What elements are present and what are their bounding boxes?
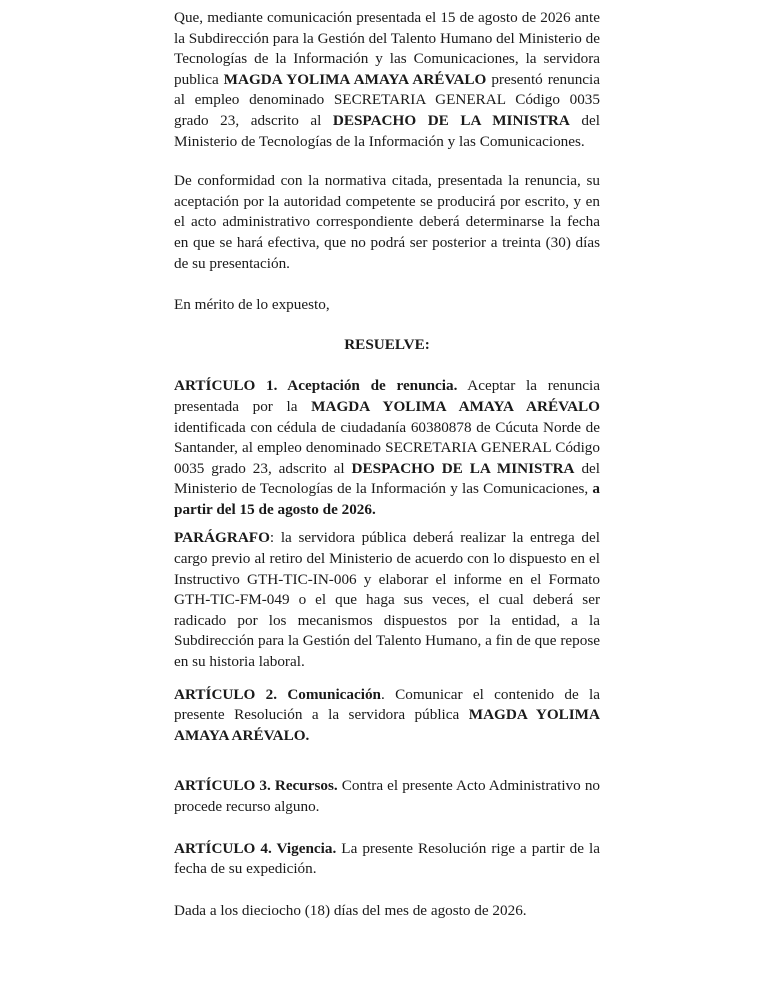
article-1-heading: ARTÍCULO 1. Aceptación de renuncia. (174, 377, 458, 395)
article-3-heading: ARTÍCULO 3. Recursos. (174, 777, 338, 795)
normativa-paragraph: De conformidad con la normativa citada, presentada la renuncia, su aceptación por la autoridad competente se producirá por escrito, y en el acto administrativo correspondiente deberá determinarse la fecha en que se hará efectiva, que no podrá ser posterior a treinta (30) días de su presentación. (174, 172, 600, 272)
article-2 (174, 685, 600, 747)
text-segment: La presente Resolución rige a partir de la fecha de su expedición. (174, 839, 600, 878)
text-segment: Aceptar la renuncia presentada por la (174, 377, 600, 415)
merito-paragraph: En mérito de lo expuesto, (174, 296, 330, 314)
resuelve-heading (174, 335, 600, 356)
paragrafo-text: : la servidora pública deberá realizar la entrega del cargo previo al retiro del Ministerio de acuerdo con lo dispuesto en el Instructivo GTH-TIC-IN-006 y elaborar el informe en el Formato GTH-TIC-FM-049 o el que haga sus veces, el cual deberá ser radicado por los mecanismos dispuestos por la entidad, a la Subdirección para la Gestión del Talento Humano, a fin de que repose en su historia laboral. (174, 529, 600, 671)
article-4-heading: ARTÍCULO 4. Vigencia. (174, 839, 337, 857)
employee-name: MAGDA YOLIMA AMAYA ARÉVALO (223, 70, 487, 88)
text-segment: identificada con cédula de ciudadanía 60380878 de Cúcuta Norde de Santander, al empleo denominado SECRETARIA GENERAL Código 0035 grado 23, adscrito al (174, 418, 600, 477)
office-name: DESPACHO DE LA MINISTRA (332, 111, 570, 129)
employee-name: MAGDA YOLIMA AMAYA ARÉVALO. (174, 706, 600, 744)
text-segment: Que, mediante comunicación presentada el 15 de agosto de 2026 ante la Subdirección para la Gestión del Talento Humano del Ministerio de Tecnologías de la Información y las Comunicaciones, la servidora publica (174, 9, 600, 88)
paragrafo (174, 528, 600, 672)
effective-date: a partir del 15 de agosto de 2026. (174, 480, 600, 518)
office-name: DESPACHO DE LA MINISTRA (351, 459, 575, 477)
resuelve-label: RESUELVE: (344, 335, 430, 353)
text-segment: Contra el presente Acto Administrativo no procede recurso alguno. (174, 777, 601, 815)
text-segment: del Ministerio de Tecnologías de la Información y las Comunicaciones, (174, 459, 600, 498)
article-4 (174, 839, 600, 880)
document-page (174, 8, 600, 921)
article-1 (174, 376, 600, 520)
article-3 (174, 776, 600, 817)
text-segment: del Ministerio de Tecnologías de la Información y las Comunicaciones. (174, 111, 600, 150)
dada-line: Dada a los dieciocho (18) días del mes de agosto de 2026. (174, 901, 527, 919)
article-2-heading: ARTÍCULO 2. Comunicación (174, 685, 381, 703)
employee-name: MAGDA YOLIMA AMAYA ARÉVALO (311, 397, 600, 415)
paragrafo-heading: PARÁGRAFO (174, 529, 270, 547)
text-segment: presentó renuncia al empleo denominado SECRETARIA GENERAL Código 0035 grado 23, adscrito al (174, 70, 601, 129)
considerando-renuncia-paragraph (174, 8, 600, 152)
text-segment: . Comunicar el contenido de la presente Resolución a la servidora pública (174, 685, 600, 724)
